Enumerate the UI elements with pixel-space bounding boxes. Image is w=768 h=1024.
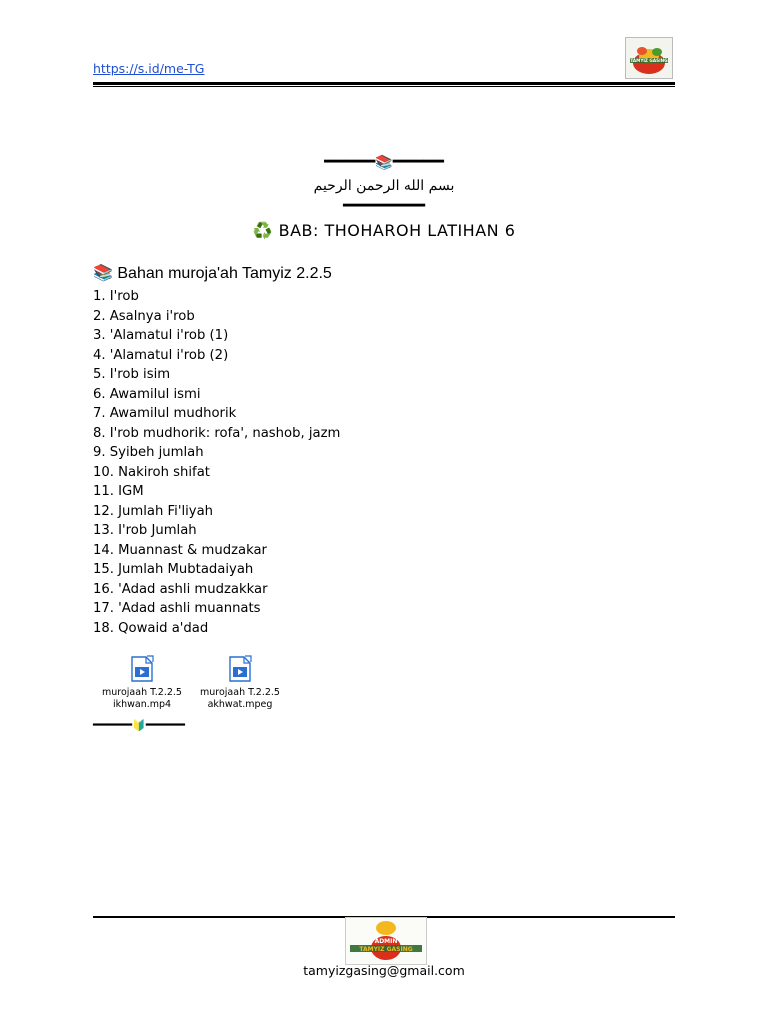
- video-file-icon: [129, 655, 155, 683]
- list-item: 7. Awamilul mudhorik: [93, 406, 237, 421]
- list-item: 15. Jumlah Mubtadaiyah: [93, 562, 254, 577]
- list-item: 3. 'Alamatul i'rob (1): [93, 328, 229, 343]
- list-item: 6. Awamilul ismi: [93, 386, 201, 402]
- attachment-name-line2: akhwat.mpeg: [207, 699, 273, 710]
- attachment-name-line1: murojaah T.2.2.5: [200, 687, 280, 698]
- list-item: 14. Muannast & mudzakar: [93, 542, 267, 558]
- svg-text:TAMYIZ GASING: TAMYIZ GASING: [359, 946, 413, 953]
- list-item: 18. Qowaid a'dad: [93, 620, 209, 636]
- shield-icon: 🔰: [132, 719, 146, 732]
- book-icon: 📚: [93, 265, 113, 282]
- list-heading-text: Bahan muroja'ah Tamyiz 2.2.5: [117, 265, 332, 282]
- topic-list: [93, 287, 340, 638]
- attachment-name-line1: murojaah T.2.2.5: [102, 687, 182, 698]
- list-item: 4. 'Alamatul i'rob (2): [93, 347, 229, 363]
- list-item: 13. I'rob Jumlah: [93, 523, 197, 538]
- svg-text:ADMIN: ADMIN: [374, 938, 398, 945]
- list-item: 2. Asalnya i'rob: [93, 308, 195, 324]
- basmala: بسم الله الرحمن الرحيم: [313, 178, 455, 194]
- header-link[interactable]: https://s.id/me-TG: [93, 61, 205, 76]
- list-item: 5. I'rob isim: [93, 367, 171, 382]
- bottom-divider: ━━━━━🔰━━━━━: [93, 718, 185, 733]
- list-item: 9. Syibeh jumlah: [93, 445, 204, 460]
- recycle-icon: ♻️: [252, 221, 274, 240]
- list-heading: [93, 263, 332, 283]
- book-icon: 📚: [375, 155, 393, 171]
- chapter-title: [0, 221, 768, 240]
- list-item: 17. 'Adad ashli muannats: [93, 601, 261, 616]
- list-item: 12. Jumlah Fi'liyah: [93, 503, 214, 519]
- tamyiz-gasing-logo-footer: [345, 917, 427, 965]
- attachment-name-line2: ikhwan.mp4: [112, 699, 172, 710]
- tamyiz-gasing-logo-top: [625, 37, 673, 79]
- list-item: 11. IGM: [93, 484, 144, 499]
- video-file-icon: [227, 655, 253, 683]
- list-item: 8. I'rob mudhorik: rofa', nashob, jazm: [93, 425, 341, 441]
- header-rule: [93, 82, 675, 87]
- title-divider-mid: ━━━━━━━━: [343, 196, 425, 216]
- svg-text:TAMYIZ GASING: TAMYIZ GASING: [630, 58, 668, 63]
- list-item: 16. 'Adad ashli mudzakkar: [93, 581, 268, 597]
- list-item: 10. Nakiroh shifat: [93, 464, 210, 480]
- attachment-akhwat[interactable]: [192, 655, 288, 711]
- chapter-title-text: BAB: THOHAROH LATIHAN 6: [278, 221, 516, 240]
- title-divider-top: ━━━━━📚━━━━━: [324, 152, 444, 172]
- attachment-ikhwan[interactable]: [94, 655, 190, 711]
- list-item: 1. I'rob: [93, 289, 139, 304]
- footer-email[interactable]: tamyizgasing@gmail.com: [303, 963, 465, 978]
